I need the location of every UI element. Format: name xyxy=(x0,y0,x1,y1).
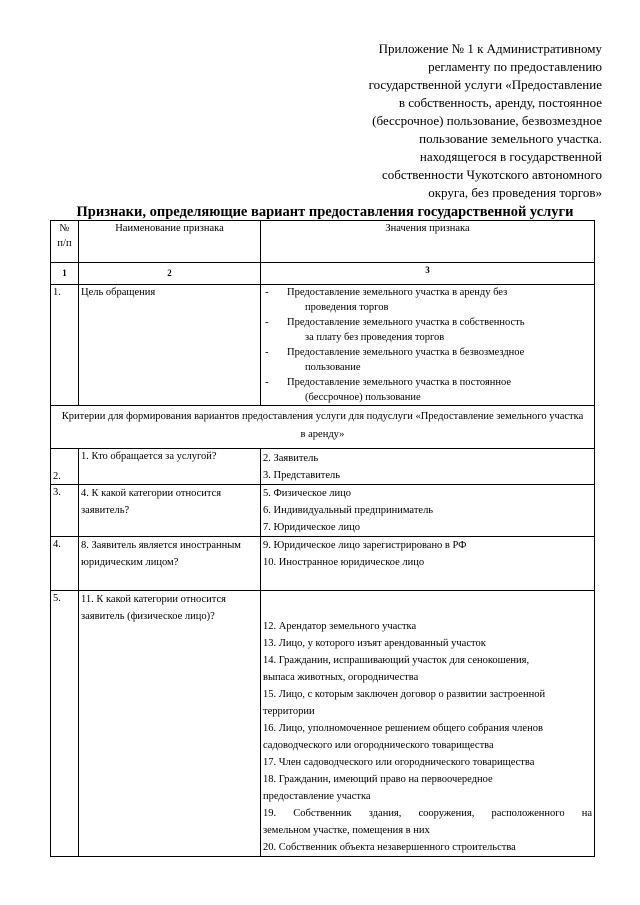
value-item: - Предоставление земельного участка в постоянное xyxy=(265,377,512,388)
feature-name-line: юридическим лицом? xyxy=(81,557,179,568)
header-values: Значения признака xyxy=(261,221,595,263)
value-item-cont: за плату без проведения торгов xyxy=(305,332,445,343)
option-item: 15. Лицо, с которым заключен договор о развитии застроенной xyxy=(263,689,546,700)
option-item: 17. Член садоводческого или огороднического товарищества xyxy=(263,757,535,768)
option-item: 6. Индивидуальный предприниматель xyxy=(263,505,434,516)
option-item: 12. Арендатор земельного участка xyxy=(263,621,417,632)
option-item: 10. Иностранное юридическое лицо xyxy=(263,557,425,568)
option-item: 3. Представитель xyxy=(263,470,341,481)
option-item: 7. Юридическое лицо xyxy=(263,522,360,533)
appendix-line: находящегося в государственной xyxy=(419,149,602,164)
table-row xyxy=(51,285,595,406)
column-number-row xyxy=(51,263,595,285)
criteria-table xyxy=(50,220,595,857)
row-number: 1. xyxy=(51,285,79,406)
document-title: Признаки, определяющие вариант предоставления государственной услуги xyxy=(76,204,574,220)
option-item: 2. Заявитель xyxy=(263,453,319,464)
value-item: - Предоставление земельного участка в безвозмездное xyxy=(265,347,525,358)
option-item: предоставление участка xyxy=(263,791,371,802)
table-header-row xyxy=(51,221,595,263)
feature-name-line: 11. К какой категории относится xyxy=(81,594,226,605)
header-num-line2: п/п xyxy=(57,238,72,249)
option-item: 19. Собственник здания, сооружения, расположенного на xyxy=(263,808,592,819)
option-item: 9. Юридическое лицо зарегистрировано в РФ xyxy=(263,540,467,551)
value-item: - Предоставление земельного участка в аренду без xyxy=(265,287,508,298)
criteria-row xyxy=(51,406,595,449)
option-item: 18. Гражданин, имеющий право на первоочередное xyxy=(263,774,493,785)
option-item: 13. Лицо, у которого изъят арендованный участок xyxy=(263,638,486,649)
header-name: Наименование признака xyxy=(79,221,261,263)
column-number: 3 xyxy=(261,263,595,285)
row-feature-values xyxy=(261,285,595,406)
value-item: - Предоставление земельного участка в собственность xyxy=(265,317,525,328)
option-item: 5. Физическое лицо xyxy=(263,488,352,499)
option-item: 14. Гражданин, испрашивающий участок для сенокошения, xyxy=(263,655,530,666)
value-item-cont: проведения торгов xyxy=(305,302,389,313)
row-feature-name xyxy=(79,485,261,537)
option-item: садоводческого или огороднического товарищества xyxy=(263,740,494,751)
appendix-line: государственной услуги «Предоставление xyxy=(368,77,602,92)
table-row xyxy=(51,449,595,485)
feature-name-line: 4. К какой категории относится xyxy=(81,488,222,499)
option-item: земельном участке, помещения в них xyxy=(263,825,430,836)
row-feature-values xyxy=(261,449,595,485)
column-number: 1 xyxy=(51,263,79,285)
row-feature-name xyxy=(79,591,261,857)
feature-name-line: заявитель (физическое лицо)? xyxy=(81,611,215,622)
appendix-line: пользование земельного участка. xyxy=(419,131,602,146)
appendix-line: собственности Чукотского автономного xyxy=(381,167,602,182)
appendix-line: Приложение № 1 к Административному xyxy=(378,41,602,56)
row-feature-values xyxy=(261,591,595,857)
row-feature-name: 1. Кто обращается за услугой? xyxy=(79,449,261,485)
criteria-heading: Критерии для формирования вариантов предоставления услуги для подуслуги «Предоставление земельного участка в аренду» xyxy=(51,406,595,449)
row-number: 3. xyxy=(51,485,79,537)
header-num-line1: № xyxy=(59,223,70,234)
row-feature-name xyxy=(79,537,261,591)
appendix-line: в собственность, аренду, постоянное xyxy=(398,95,602,110)
option-item: 16. Лицо, уполномоченное решением общего собрания членов xyxy=(263,723,543,734)
value-item-cont: пользование xyxy=(305,362,361,373)
row-number: 5. xyxy=(51,591,79,857)
option-item: территории xyxy=(263,706,315,717)
appendix-note xyxy=(302,40,602,202)
table-row xyxy=(51,485,595,537)
row-number: 2. xyxy=(51,449,79,485)
table-row xyxy=(51,591,595,857)
row-feature-values xyxy=(261,537,595,591)
column-number: 2 xyxy=(79,263,261,285)
row-feature-name: Цель обращения xyxy=(79,285,261,406)
value-item-cont: (бессрочное) пользование xyxy=(305,392,421,403)
option-item: 20. Собственник объекта незавершенного строительства xyxy=(263,842,516,853)
table-row xyxy=(51,537,595,591)
appendix-line: (бессрочное) пользование, безвозмездное xyxy=(372,113,602,128)
feature-name-line: заявитель? xyxy=(81,505,130,516)
option-item: выпаса животных, огородничества xyxy=(263,672,419,683)
row-feature-values xyxy=(261,485,595,537)
feature-name-line: 8. Заявитель является иностранным xyxy=(81,540,241,551)
appendix-line: округа, без проведения торгов» xyxy=(428,185,602,200)
row-number: 4. xyxy=(51,537,79,591)
appendix-line: регламенту по предоставлению xyxy=(428,59,602,74)
header-num xyxy=(51,221,79,263)
